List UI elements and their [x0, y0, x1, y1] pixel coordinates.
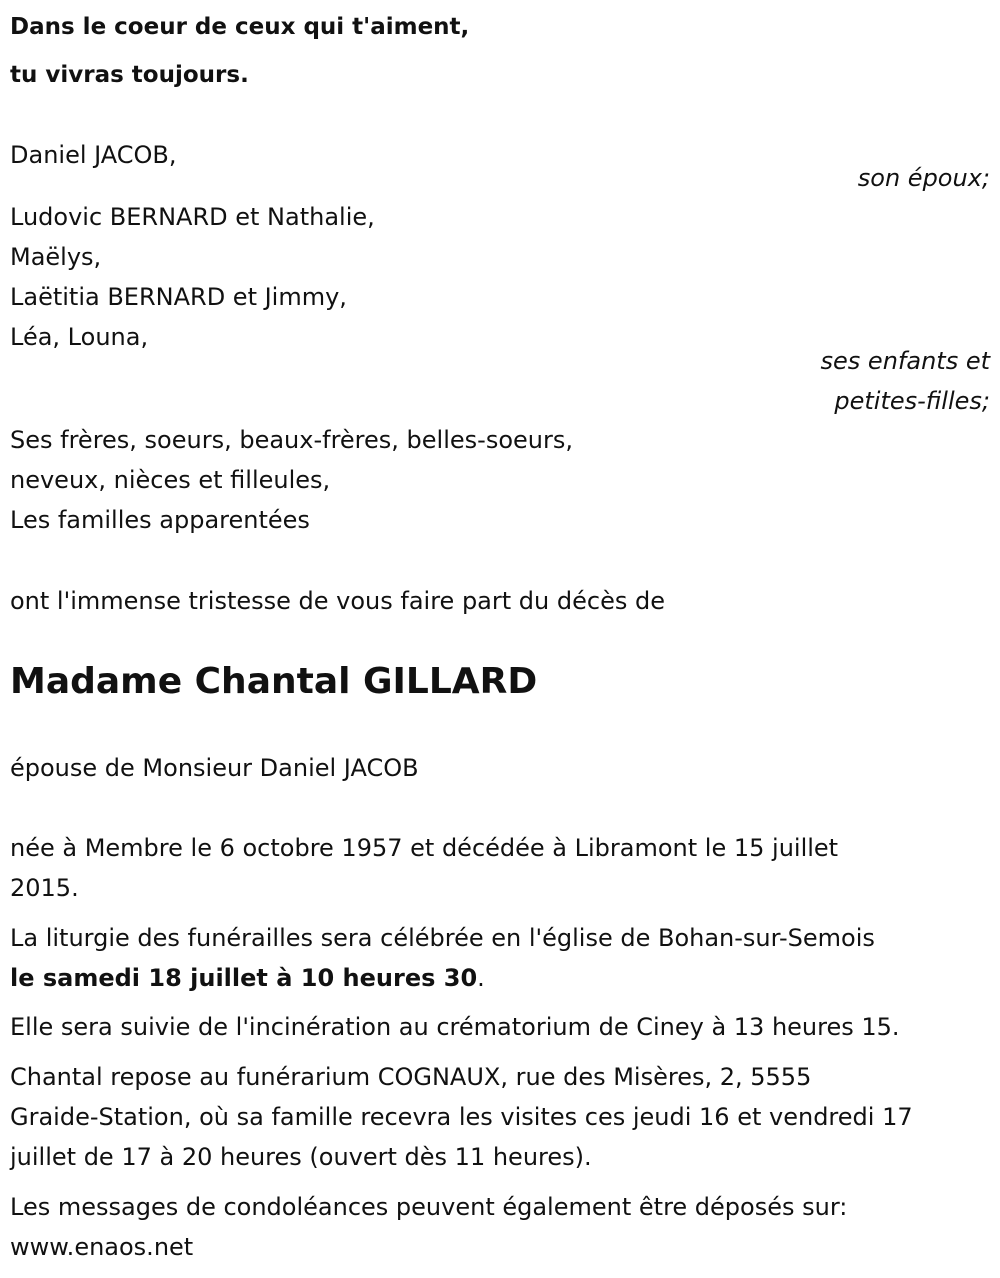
child-line-1: Ludovic BERNARD et Nathalie,	[10, 203, 375, 231]
condolences-website: www.enaos.net	[10, 1233, 194, 1261]
condolences-line: Les messages de condoléances peuvent également être déposés sur:	[10, 1193, 848, 1221]
deceased-name: Madame Chantal GILLARD	[10, 661, 538, 702]
spouse-role: son époux;	[857, 164, 990, 192]
funeral-date-suffix: .	[477, 964, 485, 992]
relatives-line-3: Les familles apparentées	[10, 506, 310, 534]
announcement: ont l'immense tristesse de vous faire part du décès de	[10, 587, 665, 615]
child-line-2: Maëlys,	[10, 243, 102, 271]
spouse-of: épouse de Monsieur Daniel JACOB	[10, 754, 419, 782]
funeral-date-line	[10, 963, 485, 993]
children-role-line-1: ses enfants et	[820, 347, 990, 375]
child-line-4: Léa, Louna,	[10, 323, 149, 351]
funeral-date: le samedi 18 juillet à 10 heures 30	[10, 964, 478, 992]
rest-line-2: Graide-Station, où sa famille recevra les visites ces jeudi 16 et vendredi 17	[10, 1103, 913, 1131]
funeral-line-1: La liturgie des funérailles sera célébrée en l'église de Bohan-sur-Semois	[10, 924, 875, 952]
birth-death-line-1: née à Membre le 6 octobre 1957 et décédée à Libramont le 15 juillet	[10, 834, 839, 862]
birth-death-line-2: 2015.	[10, 874, 79, 902]
child-line-3: Laëtitia BERNARD et Jimmy,	[10, 283, 347, 311]
relatives-line-1: Ses frères, soeurs, beaux-frères, belles-soeurs,	[10, 426, 573, 454]
epigraph-line-2: tu vivras toujours.	[10, 62, 249, 88]
relatives-line-2: neveux, nièces et filleules,	[10, 466, 331, 494]
rest-line-1: Chantal repose au funérarium COGNAUX, rue des Misères, 2, 5555	[10, 1063, 812, 1091]
epigraph-line-1: Dans le coeur de ceux qui t'aiment,	[10, 14, 470, 40]
rest-line-3: juillet de 17 à 20 heures (ouvert dès 11 heures).	[10, 1143, 592, 1171]
spouse-name: Daniel JACOB,	[10, 141, 177, 169]
children-role-line-2: petites-filles;	[834, 387, 990, 415]
cremation-line: Elle sera suivie de l'incinération au crématorium de Ciney à 13 heures 15.	[10, 1013, 900, 1041]
